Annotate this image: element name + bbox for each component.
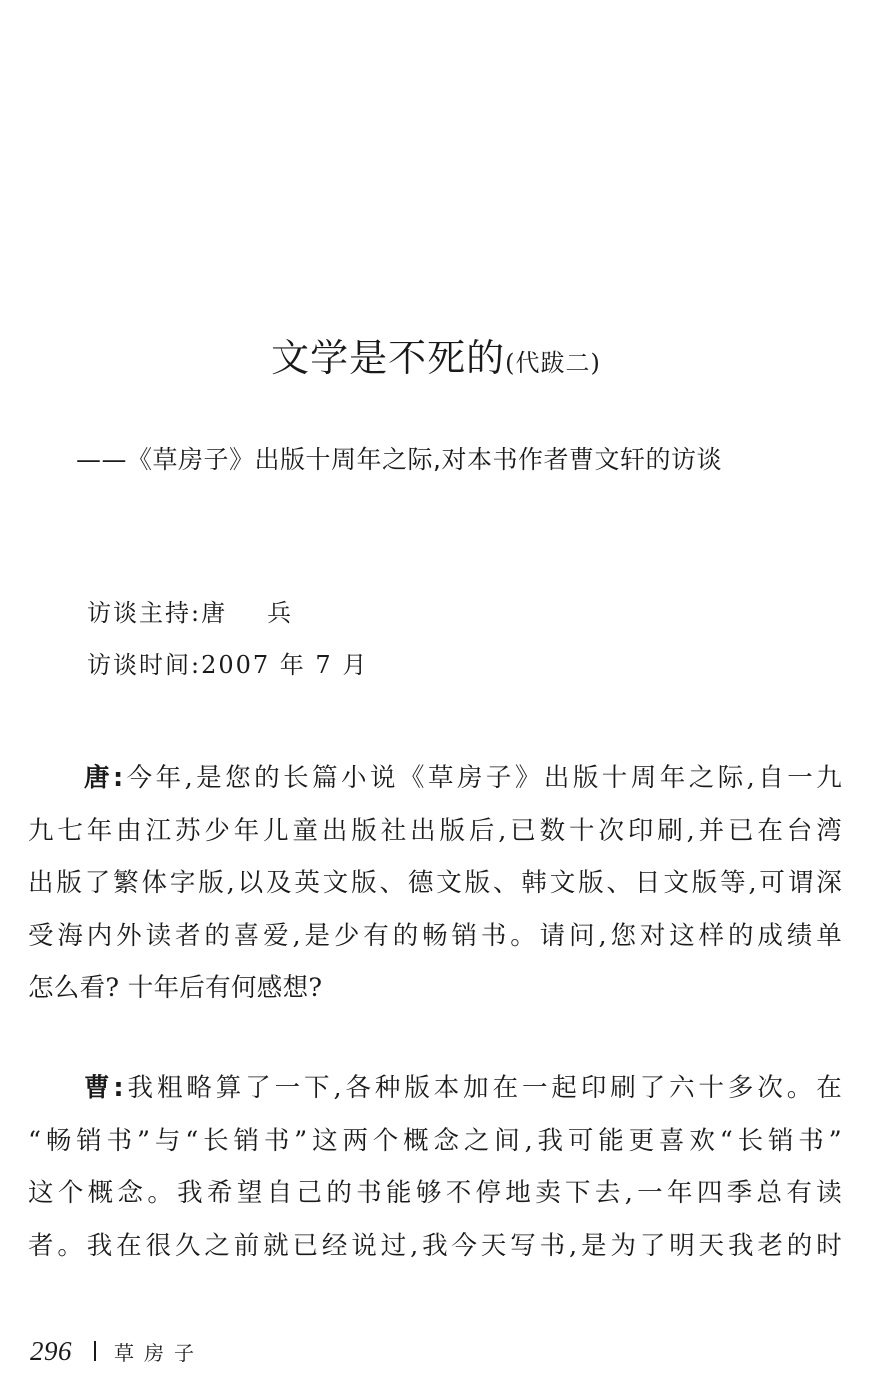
paragraph-line xyxy=(28,1062,842,1115)
paragraph-line: 这个概念。我希望自己的书能够不停地卖下去,一年四季总有读 xyxy=(28,1178,842,1208)
chapter-subtitle: ——《草房子》出版十周年之际,对本书作者曹文轩的访谈 xyxy=(76,445,722,474)
interview-host-label: 访谈主持: xyxy=(87,599,202,627)
interview-time xyxy=(87,648,368,682)
paragraph-line: 出版了繁体字版,以及英文版、德文版、韩文版、日文版等,可谓深 xyxy=(28,868,842,898)
page-footer xyxy=(30,1333,204,1369)
line-text: 今年,是您的长篇小说《草房子》出版十周年之际,自一九 xyxy=(123,763,842,793)
speaker-label: 唐: xyxy=(84,763,124,793)
paragraph-question xyxy=(28,752,842,1015)
paragraph-line: 受海内外读者的喜爱,是少有的畅销书。请问,您对这样的成绩单 xyxy=(28,920,842,951)
page-number: 296 xyxy=(30,1335,72,1366)
interview-host-name-second: 兵 xyxy=(267,599,294,627)
chapter-title-annotation: (代跋二) xyxy=(505,349,601,377)
chapter-title-main: 文学是不死的 xyxy=(271,336,506,380)
speaker-label: 曹: xyxy=(84,1073,124,1103)
paragraph-answer xyxy=(28,1062,842,1272)
interview-host-name-first: 唐 xyxy=(201,599,228,627)
line-text: 我粗略算了一下,各种版本加在一起印刷了六十多次。在 xyxy=(123,1073,842,1103)
paragraph-line: 九七年由江苏少年儿童出版社出版后,已数十次印刷,并已在台湾 xyxy=(28,815,842,846)
paragraph-line: “畅销书”与“长销书”这两个概念之间,我可能更喜欢“长销书” xyxy=(28,1125,842,1156)
interview-time-label: 访谈时间: xyxy=(87,651,202,679)
interview-host xyxy=(87,596,293,630)
running-title: 草房子 xyxy=(114,1340,204,1365)
chapter-title xyxy=(0,333,872,388)
paragraph-line: 怎么看? 十年后有何感想? xyxy=(28,973,323,1003)
interview-time-value: 2007 年 7 月 xyxy=(201,651,369,679)
paragraph-line: 者。我在很久之前就已经说过,我今天写书,是为了明天我老的时 xyxy=(28,1230,842,1261)
paragraph-line xyxy=(28,752,842,805)
footer-divider xyxy=(94,1341,96,1361)
